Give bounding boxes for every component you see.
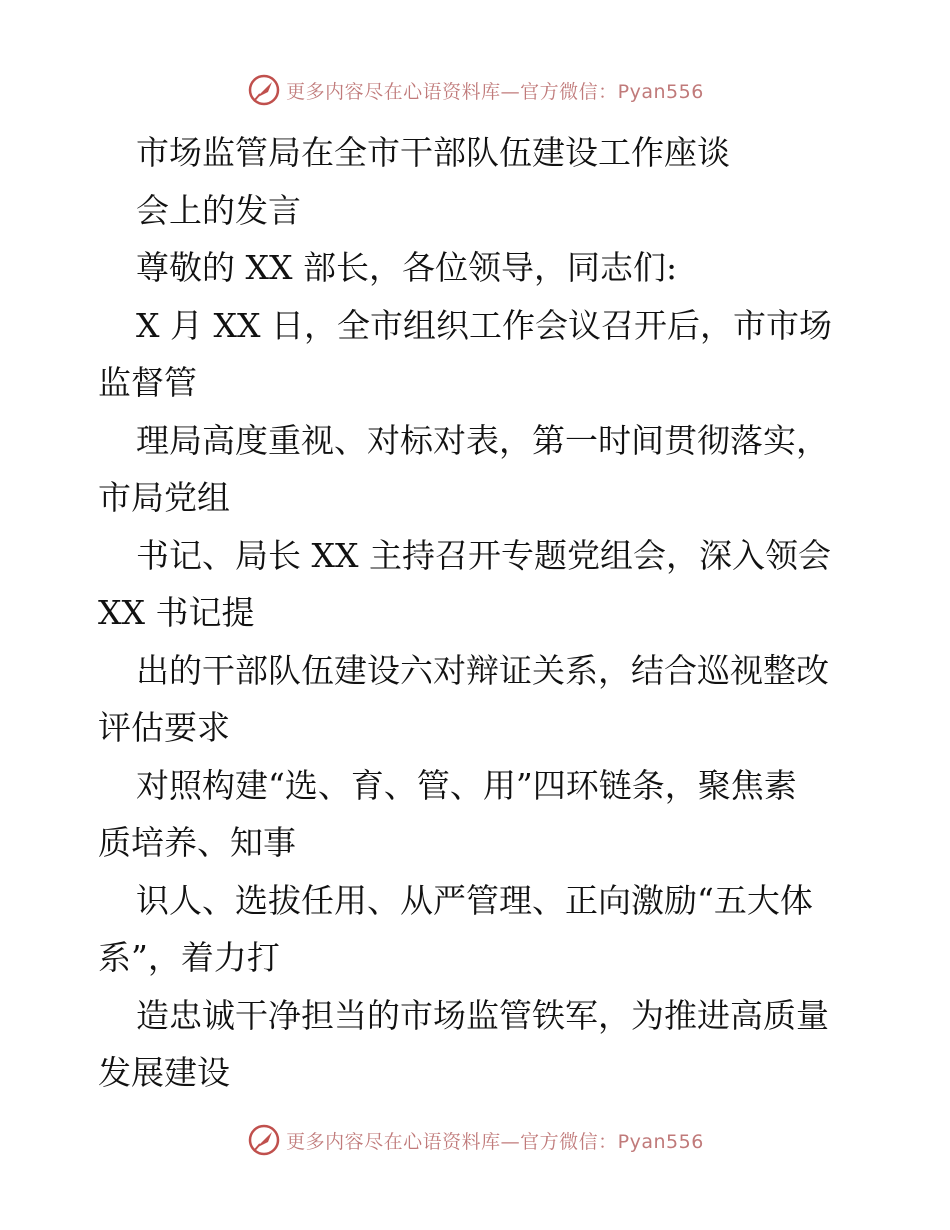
text-line: 书记、局长 XX 主持召开专题党组会，深入领会: [136, 535, 831, 575]
text-line: 系”，着力打: [98, 938, 280, 977]
text-line: 发展建设: [98, 1053, 230, 1092]
text-line: 理局高度重视、对标对表，第一时间贯彻落实，: [136, 420, 829, 460]
watermark-text: 更多内容尽在心语资料库—官方微信：Pyan556: [286, 1130, 704, 1153]
footer-watermark-banner: [0, 1120, 950, 1160]
text-line: 监督管: [98, 363, 197, 402]
feather-pen-circle-icon: [246, 1122, 282, 1158]
text-line: X 月 XX 日，全市组织工作会议召开后，市市场: [136, 305, 832, 345]
text-line: 市场监管局在全市干部队伍建设工作座谈: [136, 133, 730, 172]
text-line: 对照构建“选、育、管、用”四环链条，聚焦素: [136, 765, 797, 805]
watermark-text: 更多内容尽在心语资料库—官方微信：Pyan556: [286, 80, 704, 103]
header-watermark-banner: [0, 70, 950, 110]
text-line: 市局党组: [98, 478, 230, 517]
text-line: 评估要求: [98, 708, 230, 747]
text-line: 造忠诚干净担当的市场监管铁军，为推进高质量: [136, 995, 829, 1035]
text-line: 识人、选拔任用、从严管理、正向激励“五大体: [136, 880, 813, 920]
document-body: [98, 124, 858, 1102]
text-line: 出的干部队伍建设六对辩证关系，结合巡视整改: [136, 650, 829, 690]
feather-pen-circle-icon: [246, 72, 282, 108]
text-line: 尊敬的 XX 部长，各位领导，同志们:: [136, 248, 678, 287]
text-line: 质培养、知事: [98, 823, 296, 862]
text-line: 会上的发言: [136, 190, 301, 230]
text-line: XX 书记提: [98, 593, 255, 632]
